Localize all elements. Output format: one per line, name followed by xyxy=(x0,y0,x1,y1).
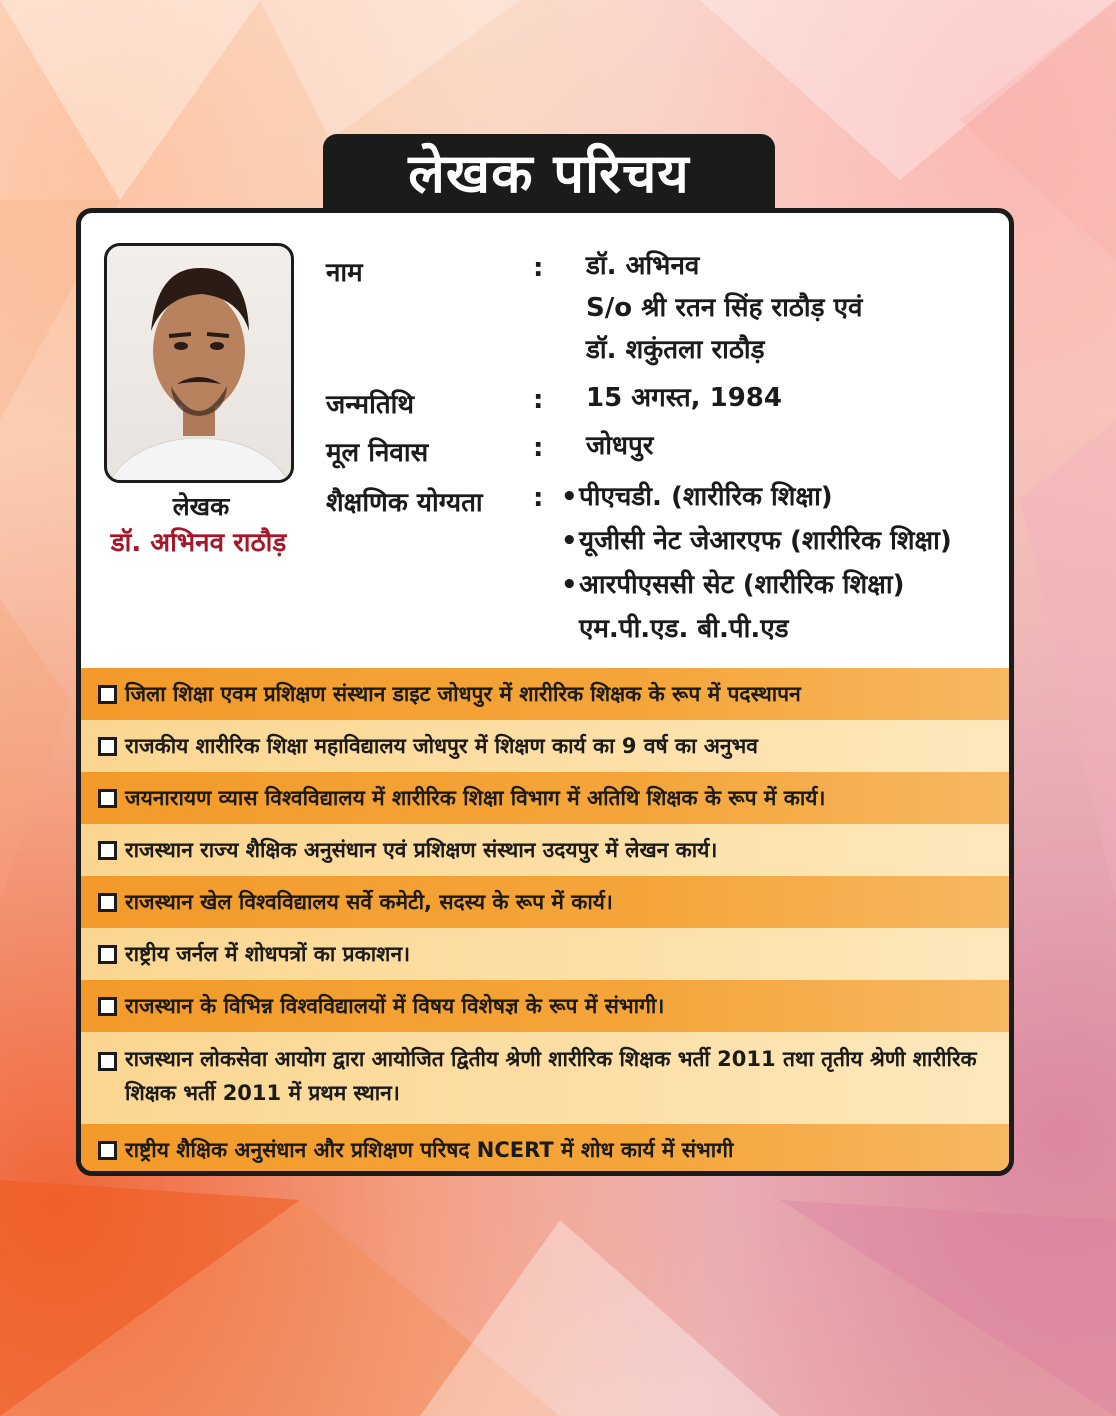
author-role-label: लेखक xyxy=(172,492,230,521)
checkbox-square-icon xyxy=(98,789,117,808)
achievement-item: जिला शिक्षा एवम प्रशिक्षण संस्थान डाइट जोधपुर में शारीरिक शिक्षक के रूप में पदस्थापन xyxy=(81,668,1009,720)
achievement-item: राष्ट्रीय जर्नल में शोधपत्रों का प्रकाशन। xyxy=(81,928,1009,980)
checkbox-square-icon xyxy=(98,737,117,756)
native-value: जोधपुर xyxy=(586,431,654,461)
achievement-item: राजकीय शारीरिक शिक्षा महाविद्यालय जोधपुर में शिक्षण कार्य का 9 वर्ष का अनुभव xyxy=(81,720,1009,772)
checkbox-square-icon xyxy=(98,1141,117,1160)
person-icon xyxy=(107,246,291,480)
checkbox-square-icon xyxy=(98,893,117,912)
qualification-colon: : xyxy=(533,483,544,513)
achievement-item: राजस्थान खेल विश्वविद्यालय सर्वे कमेटी, सदस्य के रूप में कार्य। xyxy=(81,876,1009,928)
name-value-line: डॉ. शकुंतला राठौड़ xyxy=(586,335,765,365)
author-name: डॉ. अभिनव राठौड़ xyxy=(110,528,287,558)
dob-value: 15 अगस्त, 1984 xyxy=(586,383,782,413)
qualification-label: शैक्षणिक योग्यता xyxy=(326,488,483,518)
name-label: नाम xyxy=(326,258,363,288)
author-photo xyxy=(104,243,294,483)
author-profile-card xyxy=(76,208,1014,1176)
checkbox-square-icon xyxy=(98,685,117,704)
bullet-icon: • xyxy=(561,482,578,512)
checkbox-square-icon xyxy=(98,997,117,1016)
dob-label: जन्मतिथि xyxy=(326,390,415,420)
qualification-extra: एम.पी.एड. बी.पी.एड xyxy=(579,614,789,644)
checkbox-square-icon xyxy=(98,841,117,860)
achievement-item: राजस्थान के विभिन्न विश्वविद्यालयों में विषय विशेषज्ञ के रूप में संभागी। xyxy=(81,980,1009,1032)
achievement-item: राष्ट्रीय शैक्षिक अनुसंधान और प्रशिक्षण परिषद NCERT में शोध कार्य में संभागी xyxy=(81,1124,1009,1176)
checkbox-square-icon xyxy=(98,1052,117,1071)
native-colon: : xyxy=(533,433,544,463)
qualification-item: •यूजीसी नेट जेआरएफ (शारीरिक शिक्षा) xyxy=(561,526,952,556)
name-value-line: डॉ. अभिनव xyxy=(586,251,700,281)
native-label: मूल निवास xyxy=(326,438,429,468)
qualification-item: •आरपीएससी सेट (शारीरिक शिक्षा) xyxy=(561,570,905,600)
page-title: लेखक परिचय xyxy=(323,134,775,214)
qualification-item: •पीएचडी. (शारीरिक शिक्षा) xyxy=(561,482,833,512)
achievement-item: राजस्थान लोकसेवा आयोग द्वारा आयोजित द्वितीय श्रेणी शारीरिक शिक्षक भर्ती 2011 तथा तृतीय श्रेणी शारीरिक शिक्षक भर्ती 2011 में प्रथम स्थान। xyxy=(81,1032,1009,1124)
name-colon: : xyxy=(533,253,544,283)
achievement-item: राजस्थान राज्य शैक्षिक अनुसंधान एवं प्रशिक्षण संस्थान उदयपुर में लेखन कार्य। xyxy=(81,824,1009,876)
checkbox-square-icon xyxy=(98,945,117,964)
dob-colon: : xyxy=(533,385,544,415)
achievement-item: जयनारायण व्यास विश्वविद्यालय में शारीरिक शिक्षा विभाग में अतिथि शिक्षक के रूप में कार्य। xyxy=(81,772,1009,824)
bullet-icon: • xyxy=(561,526,578,556)
bullet-icon: • xyxy=(561,570,578,600)
name-value xyxy=(586,245,862,371)
name-value-line: S/o श्री रतन सिंह राठौड़ एवं xyxy=(586,293,863,323)
